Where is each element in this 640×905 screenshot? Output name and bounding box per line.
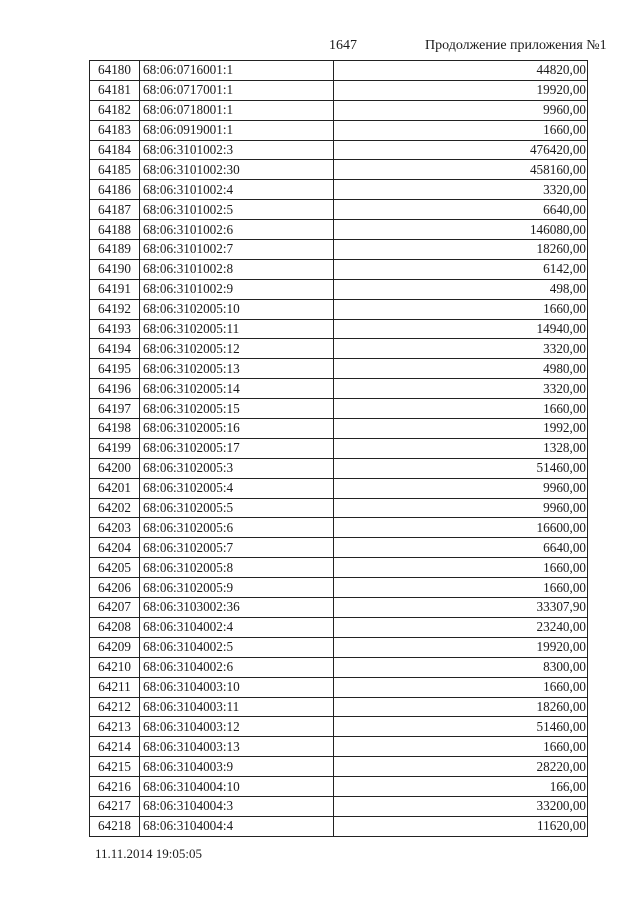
table-row <box>90 61 588 81</box>
cadastral-number-cell: 68:06:3104002:5 <box>140 637 334 657</box>
row-number-cell: 64188 <box>90 220 140 240</box>
cadastral-number-cell: 68:06:3102005:8 <box>140 558 334 578</box>
table-row <box>90 578 588 598</box>
appendix-label: Продолжение приложения №1 <box>425 38 607 53</box>
cadastral-value-cell: 44820,00 <box>334 61 588 81</box>
cadastral-value-cell: 18260,00 <box>334 240 588 260</box>
row-number-cell: 64192 <box>90 299 140 319</box>
cadastral-number-cell: 68:06:3102005:12 <box>140 339 334 359</box>
table-row <box>90 279 588 299</box>
row-number-cell: 64209 <box>90 637 140 657</box>
cadastral-number-cell: 68:06:3102005:11 <box>140 319 334 339</box>
cadastral-number-cell: 68:06:3104004:4 <box>140 816 334 836</box>
cadastral-value-cell: 1660,00 <box>334 558 588 578</box>
table-row <box>90 677 588 697</box>
table-row <box>90 160 588 180</box>
table-row <box>90 299 588 319</box>
cadastral-number-cell: 68:06:3101002:3 <box>140 140 334 160</box>
cadastral-number-cell: 68:06:3104004:10 <box>140 777 334 797</box>
row-number-cell: 64208 <box>90 617 140 637</box>
cadastral-number-cell: 68:06:3102005:5 <box>140 498 334 518</box>
cadastral-number-cell: 68:06:3102005:14 <box>140 379 334 399</box>
cadastral-value-cell: 3320,00 <box>334 180 588 200</box>
cadastral-number-cell: 68:06:3102005:10 <box>140 299 334 319</box>
row-number-cell: 64213 <box>90 717 140 737</box>
table-row <box>90 120 588 140</box>
cadastral-value-cell: 6142,00 <box>334 259 588 279</box>
table-row <box>90 80 588 100</box>
cadastral-number-cell: 68:06:3101002:7 <box>140 240 334 260</box>
cadastral-value-cell: 458160,00 <box>334 160 588 180</box>
cadastral-value-cell: 1660,00 <box>334 299 588 319</box>
row-number-cell: 64199 <box>90 438 140 458</box>
table-row <box>90 777 588 797</box>
cadastral-number-cell: 68:06:3102005:3 <box>140 458 334 478</box>
row-number-cell: 64203 <box>90 518 140 538</box>
row-number-cell: 64214 <box>90 737 140 757</box>
cadastral-number-cell: 68:06:3102005:6 <box>140 518 334 538</box>
cadastral-number-cell: 68:06:3104003:13 <box>140 737 334 757</box>
cadastral-value-cell: 9960,00 <box>334 100 588 120</box>
cadastral-value-cell: 1660,00 <box>334 120 588 140</box>
row-number-cell: 64215 <box>90 757 140 777</box>
row-number-cell: 64204 <box>90 538 140 558</box>
table-row <box>90 498 588 518</box>
cadastral-value-cell: 1992,00 <box>334 419 588 439</box>
row-number-cell: 64187 <box>90 200 140 220</box>
cadastral-number-cell: 68:06:3104003:12 <box>140 717 334 737</box>
table-row <box>90 240 588 260</box>
row-number-cell: 64206 <box>90 578 140 598</box>
row-number-cell: 64189 <box>90 240 140 260</box>
cadastral-value-cell: 33307,90 <box>334 598 588 618</box>
table-row <box>90 220 588 240</box>
table-row <box>90 399 588 419</box>
cadastral-number-cell: 68:06:3101002:8 <box>140 259 334 279</box>
row-number-cell: 64207 <box>90 598 140 618</box>
row-number-cell: 64216 <box>90 777 140 797</box>
cadastral-value-cell: 14940,00 <box>334 319 588 339</box>
row-number-cell: 64191 <box>90 279 140 299</box>
print-timestamp: 11.11.2014 19:05:05 <box>95 846 203 861</box>
table-row <box>90 796 588 816</box>
cadastral-value-cell: 3320,00 <box>334 339 588 359</box>
row-number-cell: 64217 <box>90 796 140 816</box>
cadastral-value-cell: 498,00 <box>334 279 588 299</box>
table-row <box>90 379 588 399</box>
cadastral-value-table <box>89 60 588 837</box>
cadastral-number-cell: 68:06:3101002:4 <box>140 180 334 200</box>
cadastral-number-cell: 68:06:0716001:1 <box>140 61 334 81</box>
table-row <box>90 100 588 120</box>
cadastral-value-cell: 6640,00 <box>334 200 588 220</box>
cadastral-value-cell: 146080,00 <box>334 220 588 240</box>
cadastral-value-cell: 4980,00 <box>334 359 588 379</box>
table-row <box>90 319 588 339</box>
table-row <box>90 737 588 757</box>
cadastral-number-cell: 68:06:3101002:30 <box>140 160 334 180</box>
row-number-cell: 64210 <box>90 657 140 677</box>
cadastral-value-cell: 1660,00 <box>334 737 588 757</box>
row-number-cell: 64184 <box>90 140 140 160</box>
table-row <box>90 757 588 777</box>
cadastral-value-cell: 8300,00 <box>334 657 588 677</box>
cadastral-value-cell: 11620,00 <box>334 816 588 836</box>
table-row <box>90 359 588 379</box>
table-row <box>90 617 588 637</box>
table-row <box>90 558 588 578</box>
cadastral-number-cell: 68:06:0717001:1 <box>140 80 334 100</box>
table-row <box>90 458 588 478</box>
cadastral-number-cell: 68:06:0718001:1 <box>140 100 334 120</box>
cadastral-value-cell: 1660,00 <box>334 578 588 598</box>
row-number-cell: 64186 <box>90 180 140 200</box>
table-row <box>90 180 588 200</box>
table-row <box>90 200 588 220</box>
cadastral-value-cell: 28220,00 <box>334 757 588 777</box>
cadastral-number-cell: 68:06:3104003:10 <box>140 677 334 697</box>
row-number-cell: 64212 <box>90 697 140 717</box>
cadastral-number-cell: 68:06:3101002:9 <box>140 279 334 299</box>
cadastral-value-cell: 1328,00 <box>334 438 588 458</box>
row-number-cell: 64180 <box>90 61 140 81</box>
table-row <box>90 816 588 836</box>
row-number-cell: 64182 <box>90 100 140 120</box>
row-number-cell: 64181 <box>90 80 140 100</box>
cadastral-number-cell: 68:06:3104004:3 <box>140 796 334 816</box>
cadastral-value-cell: 51460,00 <box>334 717 588 737</box>
cadastral-number-cell: 68:06:3103002:36 <box>140 598 334 618</box>
cadastral-value-cell: 19920,00 <box>334 637 588 657</box>
row-number-cell: 64218 <box>90 816 140 836</box>
table-body <box>90 61 588 837</box>
cadastral-value-cell: 19920,00 <box>334 80 588 100</box>
cadastral-number-cell: 68:06:3102005:13 <box>140 359 334 379</box>
cadastral-number-cell: 68:06:3102005:7 <box>140 538 334 558</box>
cadastral-number-cell: 68:06:3104003:9 <box>140 757 334 777</box>
table-row <box>90 140 588 160</box>
cadastral-number-cell: 68:06:0919001:1 <box>140 120 334 140</box>
table-row <box>90 657 588 677</box>
cadastral-value-cell: 9960,00 <box>334 498 588 518</box>
cadastral-number-cell: 68:06:3102005:4 <box>140 478 334 498</box>
table-row <box>90 419 588 439</box>
table-row <box>90 478 588 498</box>
row-number-cell: 64193 <box>90 319 140 339</box>
cadastral-value-cell: 3320,00 <box>334 379 588 399</box>
cadastral-value-cell: 166,00 <box>334 777 588 797</box>
row-number-cell: 64197 <box>90 399 140 419</box>
cadastral-number-cell: 68:06:3104002:4 <box>140 617 334 637</box>
table-row <box>90 438 588 458</box>
table-row <box>90 717 588 737</box>
row-number-cell: 64194 <box>90 339 140 359</box>
cadastral-number-cell: 68:06:3101002:6 <box>140 220 334 240</box>
table-row <box>90 259 588 279</box>
cadastral-value-cell: 51460,00 <box>334 458 588 478</box>
row-number-cell: 64185 <box>90 160 140 180</box>
table-row <box>90 518 588 538</box>
cadastral-number-cell: 68:06:3102005:16 <box>140 419 334 439</box>
table-row <box>90 598 588 618</box>
cadastral-value-cell: 23240,00 <box>334 617 588 637</box>
table-row <box>90 538 588 558</box>
row-number-cell: 64190 <box>90 259 140 279</box>
row-number-cell: 64201 <box>90 478 140 498</box>
cadastral-value-cell: 1660,00 <box>334 399 588 419</box>
row-number-cell: 64202 <box>90 498 140 518</box>
row-number-cell: 64200 <box>90 458 140 478</box>
cadastral-number-cell: 68:06:3102005:17 <box>140 438 334 458</box>
page-number: 1647 <box>329 38 357 53</box>
row-number-cell: 64205 <box>90 558 140 578</box>
cadastral-value-cell: 16600,00 <box>334 518 588 538</box>
cadastral-number-cell: 68:06:3104002:6 <box>140 657 334 677</box>
row-number-cell: 64198 <box>90 419 140 439</box>
row-number-cell: 64211 <box>90 677 140 697</box>
cadastral-value-cell: 9960,00 <box>334 478 588 498</box>
cadastral-number-cell: 68:06:3101002:5 <box>140 200 334 220</box>
table-row <box>90 637 588 657</box>
cadastral-number-cell: 68:06:3104003:11 <box>140 697 334 717</box>
row-number-cell: 64196 <box>90 379 140 399</box>
table-row <box>90 339 588 359</box>
cadastral-number-cell: 68:06:3102005:9 <box>140 578 334 598</box>
table-row <box>90 697 588 717</box>
cadastral-value-cell: 18260,00 <box>334 697 588 717</box>
row-number-cell: 64195 <box>90 359 140 379</box>
cadastral-value-cell: 1660,00 <box>334 677 588 697</box>
cadastral-value-cell: 33200,00 <box>334 796 588 816</box>
cadastral-value-cell: 6640,00 <box>334 538 588 558</box>
cadastral-value-cell: 476420,00 <box>334 140 588 160</box>
cadastral-number-cell: 68:06:3102005:15 <box>140 399 334 419</box>
row-number-cell: 64183 <box>90 120 140 140</box>
